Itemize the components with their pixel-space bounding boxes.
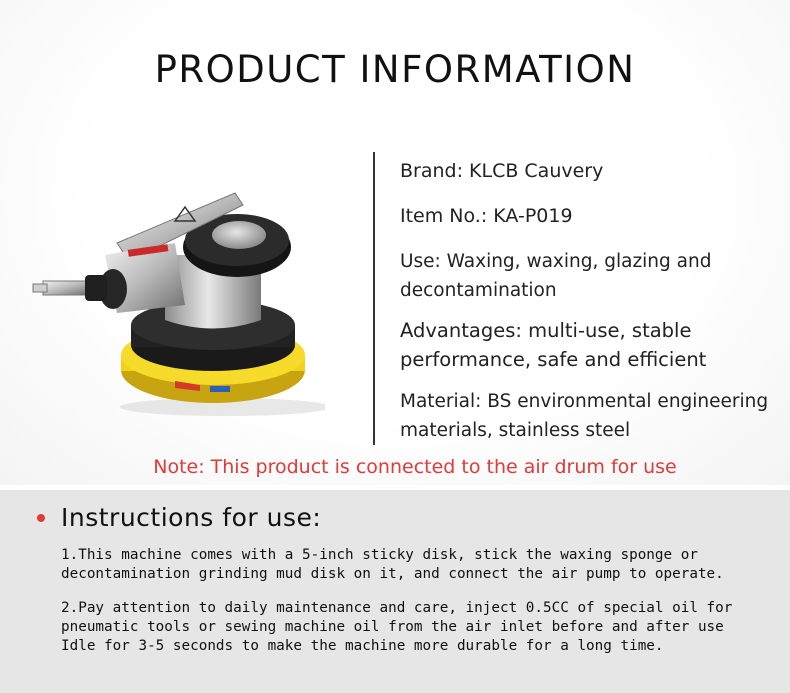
use-text [400,247,711,305]
instruction-step-2 [61,599,786,656]
use-line-2: decontamination [400,280,557,301]
red-dot-bullet-icon [37,514,45,522]
step-1-line-2: decontamination grinding mud disk on it, and connect the air pump to operate. [61,566,724,582]
vertical-divider [373,152,375,445]
brand-text: Brand: KLCB Cauvery [400,160,604,182]
material-line-1: Material: BS environmental engineering [400,391,769,412]
air-polisher-sander-image [25,185,325,420]
advantages-line-2: performance, safe and efficient [400,348,707,371]
instruction-step-1 [61,546,786,584]
item-number-text: Item No.: KA-P019 [400,205,573,227]
advantages-line-1: Advantages: multi-use, stable [400,319,692,342]
usage-note: Note: This product is connected to the air drum for use [153,456,677,478]
step-2-line-1: 2.Pay attention to daily maintenance and care, inject 0.5CC of special oil for [61,600,733,616]
material-line-2: materials, stainless steel [400,420,631,441]
advantages-text [400,316,706,374]
page-title: PRODUCT INFORMATION [154,48,636,91]
step-2-line-3: Idle for 3-5 seconds to make the machine more durable for a long time. [61,638,664,654]
step-1-line-1: 1.This machine comes with a 5-inch sticky disk, stick the waxing sponge or [61,547,698,563]
step-2-line-2: pneumatic tools or sewing machine oil from the air inlet before and after use [61,619,724,635]
instructions-heading: Instructions for use: [61,503,322,532]
material-text [400,387,768,445]
use-line-1: Use: Waxing, waxing, glazing and [400,251,712,272]
